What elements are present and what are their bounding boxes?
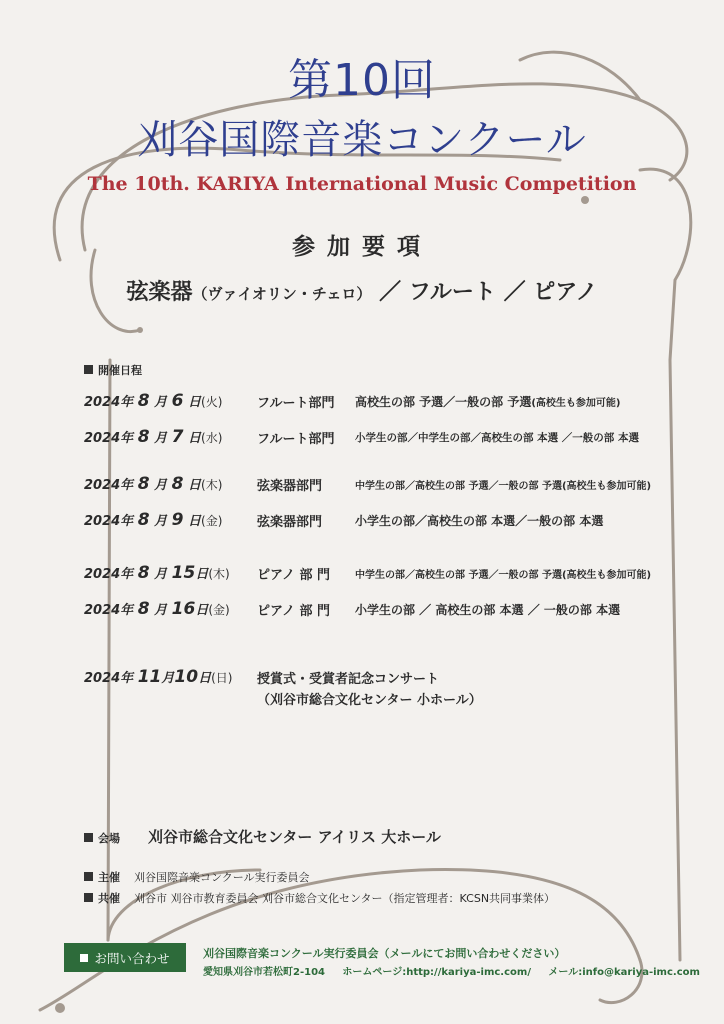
schedule-desc: 小学生の部／中学生の部／高校生の部 本選 ／一般の部 本選 (355, 432, 639, 444)
schedule-desc: 小学生の部／高校生の部 本選／一般の部 本選 (355, 514, 604, 528)
bullet-icon (84, 833, 93, 842)
section-heading: 参加要項 (292, 234, 432, 260)
contact-homepage[interactable]: ホームページ:http://kariya-imc.com/ (342, 967, 531, 978)
contact-button[interactable]: お問い合わせ (64, 943, 186, 972)
instrument-strings: 弦楽器 (126, 280, 193, 305)
instrument-categories (0, 275, 724, 306)
bullet-icon (84, 365, 93, 374)
title-english: The 10th. KARIYA International Music Competition (87, 173, 637, 195)
contact-address: 愛知県刈谷市若松町2-104 (203, 967, 325, 978)
title-line-1: 第10回 (288, 55, 436, 106)
schedule-label: 開催日程 (84, 362, 142, 378)
schedule-date: 2024年 8 月 16日(金) (84, 599, 230, 619)
contact-email[interactable]: メール:info@kariya-imc.com (548, 967, 700, 978)
schedule-dept: ピアノ 部 門 (257, 568, 331, 583)
schedule-desc: 小学生の部 ／ 高校生の部 本選 ／ 一般の部 本選 (355, 603, 621, 617)
schedule-desc: 高校生の部 予選／一般の部 予選(高校生も参加可能) (355, 395, 621, 409)
schedule-date: 2024年 8 月 7 日(水) (84, 427, 223, 447)
schedule-dept: フルート部門 (257, 396, 335, 411)
instrument-strings-sub: （ヴァイオリン・チェロ） (192, 285, 372, 303)
cosponsor-value: 刈谷市 刈谷市教育委員会 刈谷市総合文化センター（指定管理者：KCSN共同事業体） (134, 892, 556, 905)
schedule-desc: 中学生の部／高校生の部 予選／一般の部 予選(高校生も参加可能) (355, 570, 652, 581)
schedule-desc: 中学生の部／高校生の部 予選／一般の部 予選(高校生も参加可能) (355, 481, 652, 492)
instrument-flute: フルート (408, 280, 496, 305)
schedule-date: 2024年 8 月 9 日(金) (84, 510, 223, 530)
award-date: 2024年 11月10日(日) (84, 667, 233, 687)
award-title: 授賞式・受賞者記念コンサート (257, 672, 440, 687)
organizer-value: 刈谷国際音楽コンクール実行委員会 (134, 871, 310, 884)
venue-value: 刈谷市総合文化センター アイリス 大ホール (148, 828, 441, 846)
contact-details (203, 963, 700, 978)
separator: ／ (503, 280, 526, 305)
schedule-date: 2024年 8 月 6 日(火) (84, 391, 223, 411)
venue-label: 会場 (84, 830, 120, 846)
separator: ／ (379, 280, 402, 305)
bullet-icon (84, 872, 93, 881)
contact-committee: 刈谷国際音楽コンクール実行委員会（メールにてお問い合わせください） (203, 947, 566, 960)
schedule-dept: ピアノ 部 門 (257, 604, 331, 619)
award-location: （刈谷市総合文化センター 小ホール） (257, 693, 482, 708)
bullet-icon (84, 893, 93, 902)
schedule-date: 2024年 8 月 8 日(木) (84, 474, 223, 494)
organizer-label: 主催 (84, 869, 120, 885)
square-icon (80, 954, 88, 962)
schedule-dept: フルート部門 (257, 432, 335, 447)
cosponsor-label: 共催 (84, 890, 120, 906)
schedule-dept: 弦楽器部門 (257, 515, 323, 530)
schedule-dept: 弦楽器部門 (257, 479, 323, 494)
instrument-piano: ピアノ (533, 280, 598, 305)
title-line-2: 刈谷国際音楽コンクール (137, 117, 587, 163)
schedule-date: 2024年 8 月 15日(木) (84, 563, 230, 583)
